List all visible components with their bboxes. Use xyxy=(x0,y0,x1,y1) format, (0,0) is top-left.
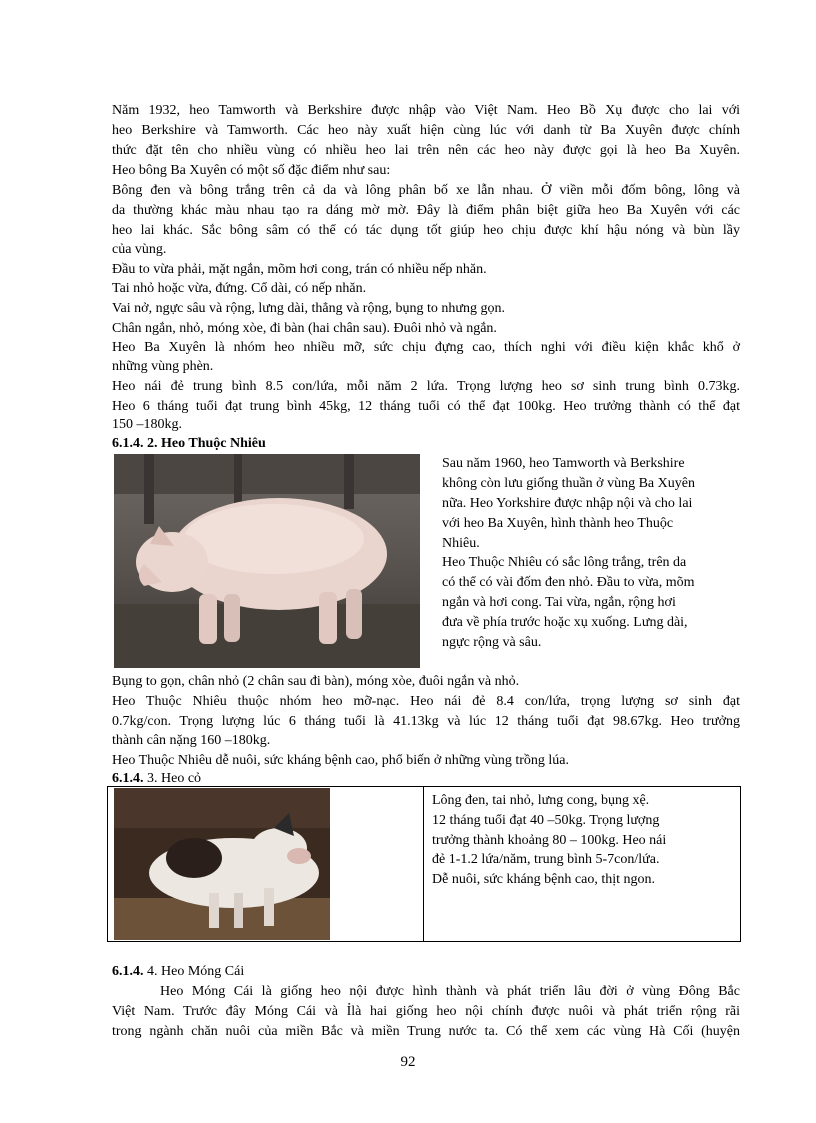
section2-right-line-6: Heo Thuộc Nhiêu có sắc lông trắng, trên da xyxy=(442,555,687,570)
para1-line-3: thức đặt tên cho nhiều vùng có nhiều heo lai trên nên các heo này được gọi là heo Ba Xuyên. xyxy=(112,143,740,158)
trait-3: Vai nở, ngực sâu và rộng, lưng dài, thẳng và rộng, bụng to nhưng gọn. xyxy=(112,301,505,316)
section4-line-3: trong ngành chăn nuôi của miền Bắc và miền Trung nước ta. Có thể xem các vùng Hà Cối (huyện xyxy=(112,1024,740,1039)
trait-4: Chân ngắn, nhỏ, móng xòe, đi bàn (hai chân sau). Đuôi nhỏ và ngắn. xyxy=(112,321,497,336)
section2-right-line-8: ngắn và hơi cong. Tai vừa, ngắn, rộng hơi xyxy=(442,595,676,610)
para5-line-2: Heo 6 tháng tuổi đạt trung bình 45kg, 12 tháng tuổi có thể đạt 100kg. Heo trưởng thành có thể đạt xyxy=(112,399,740,414)
section2-right-line-10: ngực rộng và sâu. xyxy=(442,635,542,650)
section4-line-2: Việt Nam. Trước đây Móng Cái và Ỉlà hai giống heo nội chính được nuôi và phát triển rộng rãi xyxy=(112,1004,740,1019)
para4-line-2: những vùng phèn. xyxy=(112,359,214,374)
heo-co-line-5: Dễ nuôi, sức kháng bệnh cao, thịt ngon. xyxy=(432,872,655,887)
section2-cont: Bụng to gọn, chân nhỏ (2 chân sau đi bàn), móng xòe, đuôi ngắn và nhỏ. xyxy=(112,674,520,689)
trait-1: Đầu to vừa phải, mặt ngắn, mõm hơi cong, trán có nhiều nếp nhăn. xyxy=(112,262,487,277)
para5-line-3: 150 –180kg. xyxy=(112,417,182,432)
section2-para2-line-3: thành cân nặng 160 –180kg. xyxy=(112,733,271,748)
heo-co-line-2: 12 tháng tuổi đạt 40 –50kg. Trọng lượng xyxy=(432,813,660,828)
section2-right-line-2: không còn lưu giống thuần ở vùng Ba Xuyên xyxy=(442,476,695,491)
para3-line-4: của vùng. xyxy=(112,242,167,257)
section4-number: 6.1.4. xyxy=(112,964,144,979)
section4-title: 4. Heo Móng Cái xyxy=(143,964,245,979)
pig-photo-thuoc-nhieu xyxy=(114,454,420,668)
para1-line-2: heo Berkshire và Tamworth. Các heo này xuất hiện cùng lúc với danh từ Ba Xuyên được chính xyxy=(112,123,740,138)
section3-number: 6.1.4. xyxy=(112,771,144,786)
section2-right-line-4: với heo Ba Xuyên, hình thành heo Thuộc xyxy=(442,516,674,531)
para3-line-2: da thường khác màu nhau tạo ra dáng mờ mờ. Đây là điểm phân biệt giữa heo Ba Xuyên với các xyxy=(112,203,740,218)
heo-co-line-3: trưởng thành khoảng 80 – 100kg. Heo nái xyxy=(432,833,667,848)
heo-co-line-1: Lông đen, tai nhỏ, lưng cong, bụng xệ. xyxy=(432,793,650,808)
para2-intro: Heo bông Ba Xuyên có một số đặc điểm như sau: xyxy=(112,163,391,178)
section2-right-line-7: có thể có vài đốm đen nhỏ. Đầu to vừa, mõm xyxy=(442,575,695,590)
para4-line-1: Heo Ba Xuyên là nhóm heo nhiều mỡ, sức chịu đựng cao, thích nghi với điều kiện khắc khổ ở xyxy=(112,340,740,355)
section2-para2-line-1: Heo Thuộc Nhiêu thuộc nhóm heo mỡ-nạc. Heo nái đẻ 8.4 con/lứa, trọng lượng sơ sinh đạt xyxy=(112,694,740,709)
page-number: 92 xyxy=(400,1054,416,1070)
trait-2: Tai nhỏ hoặc vừa, đứng. Cổ dài, có nếp nhăn. xyxy=(112,281,367,296)
section3-title: 3. Heo cỏ xyxy=(143,771,202,786)
section4-line-1: Heo Móng Cái là giống heo nội được hình thành và phát triển lâu đời ở vùng Đông Bắc xyxy=(160,984,740,999)
para3-line-1: Bông đen và bông trắng trên cả da và lông phân bố xe lẫn nhau. Ở viền mỗi đốm bông, lông và xyxy=(112,183,740,198)
white-pig-image xyxy=(114,454,420,668)
pig-photo-heo-co xyxy=(114,788,330,940)
section2-right-line-3: nữa. Heo Yorkshire được nhập nội và cho lai xyxy=(442,496,693,511)
para5-line-1: Heo nái đẻ trung bình 8.5 con/lứa, mỗi năm 2 lứa. Trọng lượng heo sơ sinh trung bình 0.73kg. xyxy=(112,379,740,394)
section2-heading: 6.1.4. 2. Heo Thuộc Nhiêu xyxy=(112,436,266,451)
section2-para2-line-2: 0.7kg/con. Trọng lượng lúc 6 tháng tuổi là 41.13kg và lúc 12 tháng tuổi đạt 98.67kg. Heo trưởng xyxy=(112,714,740,729)
heo-co-line-4: đẻ 1-1.2 lứa/năm, trung bình 5-7con/lứa. xyxy=(432,852,660,867)
black-white-pig-image xyxy=(114,788,330,940)
para1-line-1: Năm 1932, heo Tamworth và Berkshire được nhập vào Việt Nam. Heo Bồ Xụ được cho lai với xyxy=(112,103,740,118)
section2-para3: Heo Thuộc Nhiêu dễ nuôi, sức kháng bệnh cao, phổ biến ở những vùng trồng lúa. xyxy=(112,753,570,768)
para3-line-3: heo lai khác. Sắc bông sâm có thể có tác dụng tốt giúp heo chịu được khí hậu nóng và bùn lầy xyxy=(112,223,740,238)
section2-right-line-1: Sau năm 1960, heo Tamworth và Berkshire xyxy=(442,456,685,471)
section2-right-line-9: đưa về phía trước hoặc xụ xuống. Lưng dài, xyxy=(442,615,688,630)
section2-right-line-5: Nhiêu. xyxy=(442,536,480,551)
section4-heading xyxy=(112,963,244,981)
